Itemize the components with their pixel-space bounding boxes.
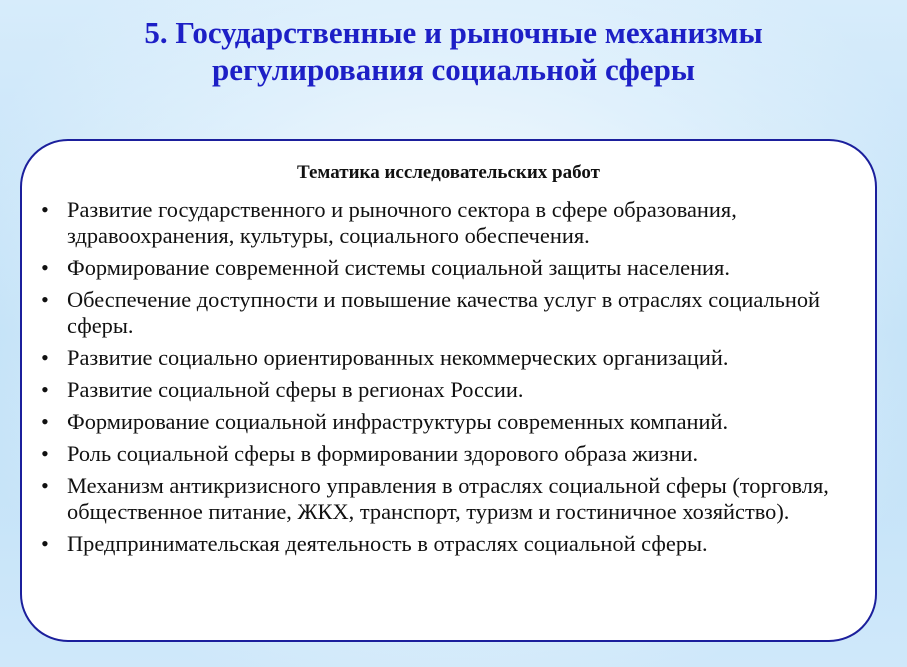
list-item [41,345,861,371]
list-item-text: Предпринимательская деятельность в отраслях социальной сферы. [67,531,708,556]
list-item-text: Развитие государственного и рыночного сектора в сфере образования, здравоохранения, культуры, социального обеспечения. [67,197,737,248]
bullet-icon: • [41,441,49,466]
list-item [41,287,861,339]
list-item-text: Формирование социальной инфраструктуры современных компаний. [67,409,729,434]
list-item-text: Механизм антикризисного управления в отраслях социальной сферы (торговля, общественное питание, ЖКХ, транспорт, туризм и гостиничное хозяйство). [67,473,829,524]
list-item [41,409,861,435]
bullet-icon: • [41,345,49,370]
slide-title [0,14,907,88]
list-item [41,197,861,249]
slide-title-line-1: 5. Государственные и рыночные механизмы [144,15,763,50]
list-item [41,377,861,403]
list-item [41,531,861,557]
bullet-icon: • [41,255,49,280]
list-item-text: Обеспечение доступности и повышение качества услуг в отраслях социальной сферы. [67,287,821,338]
bullet-icon: • [41,287,49,312]
list-item [41,255,861,281]
topic-list [41,197,861,563]
bullet-icon: • [41,197,49,222]
bullet-icon: • [41,473,49,498]
list-item-text: Формирование современной системы социальной защиты населения. [67,255,730,280]
list-item-text: Роль социальной сферы в формировании здорового образа жизни. [67,441,699,466]
bullet-icon: • [41,409,49,434]
panel-heading: Тематика исследовательских работ [297,162,600,183]
list-item-text: Развитие социальной сферы в регионах России. [67,377,524,402]
slide-title-line-2: регулирования социальной сферы [211,52,696,87]
research-topics-panel [20,139,877,642]
list-item [41,441,861,467]
bullet-icon: • [41,377,49,402]
bullet-icon: • [41,531,49,556]
list-item-text: Развитие социально ориентированных некоммерческих организаций. [67,345,729,370]
list-item [41,473,861,525]
